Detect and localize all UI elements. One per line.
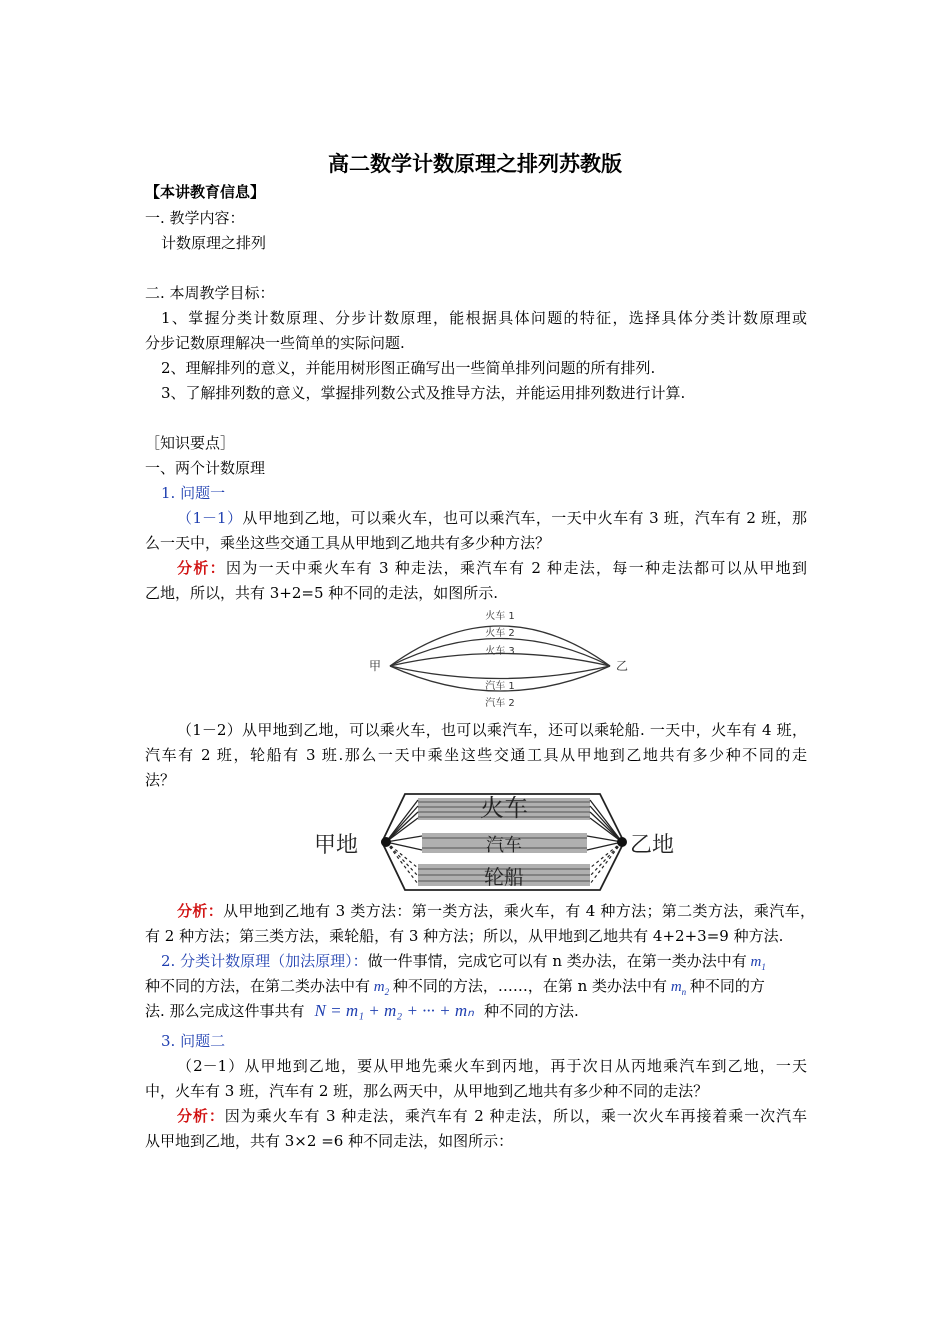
route-diagram-2 [310,790,690,894]
principle-text-2a: 种不同的方法，在第二类办法中有 [145,977,371,995]
analysis-1 [177,556,807,580]
mn-symbol: $m_n$ [667,979,687,997]
goal-1: 1、掌握分类计数原理、分步计数原理，能根据具体问题的特征，选择具体分类计数原理或 [161,309,807,327]
section-header: 【本讲教育信息】 [145,183,266,201]
fig2-start-label: 甲地 [314,833,359,858]
principle-text-2c: 种不同的方 [689,977,765,995]
analysis-2-line1: 从甲地到乙地有 3 类方法：第一类方法，乘火车，有 4 种方法；第二类方法，乘汽车， [223,902,815,920]
fig1-route-label: 汽车 2 [485,698,515,709]
fig1-route-label: 火车 3 [485,646,515,657]
principle-text-3a: 法. 那么完成这件事共有 [145,1002,305,1020]
fig1-end-label: 乙 [616,659,629,673]
question-2-line2: 中，火车有 3 班，汽车有 2 班，那么两天中，从甲地到乙地共有多少种不同的走法？ [145,1082,709,1100]
question-2-line1: （2－1）从甲地到乙地，要从甲地先乘火车到丙地，再于次日从丙地乘汽车到乙地，一天 [177,1057,807,1075]
fig1-route-label: 火车 1 [485,611,515,622]
fig2-band-label: 汽车 [486,835,522,856]
question-1-2-line3: 法？ [145,771,176,789]
page-title: 高二数学计数原理之排列苏教版 [328,152,622,176]
question-1-1-line2: 么一天中，乘坐这些交通工具从甲地到乙地共有多少种方法？ [145,534,551,552]
knowledge-label: ［知识要点］ [145,434,236,452]
start-node [381,837,391,847]
fig1-route-label: 火车 2 [485,628,515,639]
analysis-2-line2: 有 2 种方法；第三类方法，乘轮船，有 3 种方法；所以，从甲地到乙地共有 4+2+3=9 种方法. [145,927,784,945]
content-text: 计数原理之排列 [161,234,267,252]
goal-2: 2、理解排列的意义，并能用树形图正确写出一些简单排列问题的所有排列. [161,359,656,377]
analysis-3-line1: 因为乘火车有 3 种走法，乘汽车有 2 种走法，所以，乘一次火车再接着乘一次汽车 [224,1107,807,1125]
question-1-1-text [177,506,807,530]
end-node [617,837,627,847]
goal-1-cont: 分步记数原理解决一些简单的实际问题. [145,334,405,352]
principle-text-3b: 种不同的方法. [483,1002,579,1020]
fig2-band-label: 轮船 [484,865,524,889]
analysis-label: 分析： [177,559,226,577]
route-diagram-1 [365,606,635,714]
principle-label: 2. 分类计数原理（加法原理）： [161,952,368,970]
analysis-2 [177,899,815,923]
question-1-2-line2: 汽车有 2 班，轮船有 3 班.那么一天中乘坐这些交通工具从甲地到乙地共有多少种不同的走 [145,746,807,764]
analysis-1-line1: 因为一天中乘火车有 3 种走法，乘汽车有 2 种走法，每一种走法都可以从甲地到 [226,559,807,577]
question-2-label: 3. 问题二 [161,1032,226,1050]
question-1-1-tag: （1－1） [177,509,243,527]
fig2-end-label: 乙地 [630,833,675,858]
fig1-start-label: 甲 [369,659,382,673]
m1-symbol: $m_1$ [746,954,766,972]
principle-text-2b: 种不同的方法，……，在第 n 类办法中有 [392,977,668,995]
part1-label: 一、两个计数原理 [145,459,266,477]
analysis-3 [177,1104,807,1128]
m2-symbol: $m_2$ [370,979,390,997]
content-label: 一. 教学内容： [145,209,245,227]
question-1-2-line1: （1－2）从甲地到乙地，可以乘火车，也可以乘汽车，还可以乘轮船. 一天中，火车有 4 班， [177,721,807,739]
analysis-3-line2: 从甲地到乙地，共有 3×2 =6 种不同走法，如图所示： [145,1132,514,1150]
principle-line3 [145,999,815,1023]
goal-3: 3、了解排列数的意义，掌握排列数公式及推导方法，并能运用排列数进行计算. [161,384,686,402]
question-1-label: 1. 问题一 [161,484,226,502]
principle-formula: N = m₁ + m₂ + ··· + mₙ [314,1001,474,1020]
analysis-label: 分析： [177,902,224,920]
goals-label: 二. 本周教学目标： [145,284,275,302]
fig2-band-label: 火车 [480,794,528,822]
analysis-label: 分析： [177,1107,225,1125]
analysis-1-line2: 乙地，所以，共有 3+2=5 种不同的走法，如图所示. [145,584,499,602]
fig1-route-label: 汽车 1 [485,681,515,692]
question-1-1-line1: 从甲地到乙地，可以乘火车，也可以乘汽车，一天中火车有 3 班，汽车有 2 班，那 [242,509,807,527]
principle-text-1: 做一件事情，完成它可以有 n 类办法，在第一类办法中有 [367,952,747,970]
